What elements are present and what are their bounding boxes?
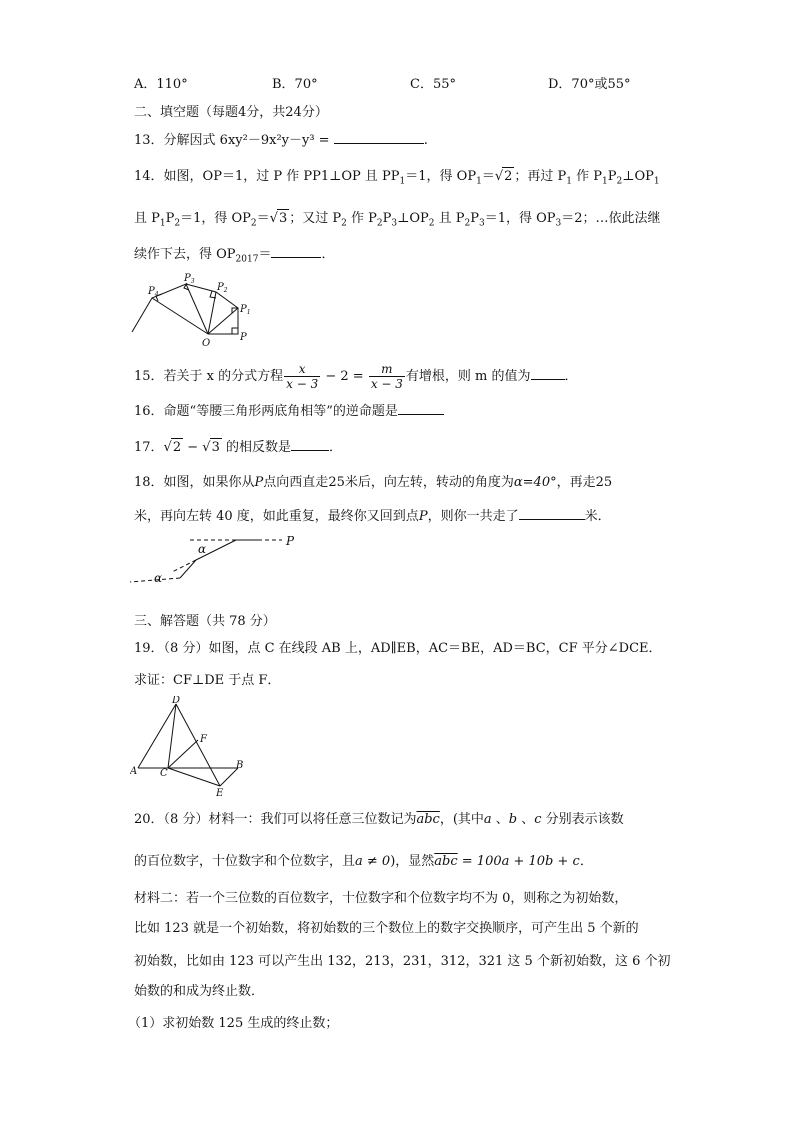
q14-sub: 1	[399, 176, 406, 187]
q20-var-a: a	[483, 812, 492, 827]
q14-text: P	[470, 211, 479, 226]
q14-sub: 2017	[235, 254, 259, 265]
question-20-line3: 材料二：若一个三位数的百位数字，十位数字和个位数字均不为 0，则称之为初始数，	[134, 891, 628, 906]
q20-var-c: c	[534, 812, 542, 827]
question-16	[134, 402, 444, 421]
q17-text: 的相反数是	[221, 440, 292, 455]
q14-text: P	[607, 169, 617, 184]
q20-text: 20．（8 分）材料一：我们可以将任意三位数记为	[134, 812, 417, 827]
q17-answer-blank	[291, 438, 329, 451]
q20-text: 、	[517, 812, 535, 827]
q14-label-o: O	[202, 338, 211, 349]
q20-equation: = 100a + 10b + c	[457, 854, 580, 869]
q14-sub: 2	[174, 218, 181, 229]
q17-text: −	[183, 440, 203, 455]
q17-text: 17．	[134, 440, 164, 455]
question-18-line1	[134, 474, 612, 492]
q19-label-d: D	[172, 696, 181, 706]
q18-text: ，再走	[556, 475, 596, 490]
question-18-line2	[134, 507, 611, 526]
q14-label-p3: $P_3$	[184, 273, 195, 285]
q18-text: 18．如图，如果你从	[134, 475, 255, 490]
q18-segment-3	[180, 560, 196, 578]
q14-label-p4: $P_4$	[148, 286, 159, 298]
q14-sub: 1	[159, 218, 166, 229]
q19-segment-cf	[168, 740, 198, 768]
q14-sub: 2	[250, 218, 257, 229]
section-heading-fill-blank: 二、填空题（每题4分，共24分）	[134, 105, 328, 120]
q15-fraction-1-denominator: x − 3	[286, 377, 319, 391]
q14-sub: 2	[616, 176, 623, 187]
q14-label-p: P	[240, 332, 247, 343]
section-heading-solutions: 三、解答题（共 78 分）	[134, 614, 276, 629]
q17-sqrt-1: 2	[172, 440, 182, 455]
question-20-line6: 始数的和成为终止数．	[134, 984, 265, 999]
q14-text: 且 P	[434, 211, 465, 226]
q17-sqrt-2: 3	[211, 440, 220, 455]
q20-condition: a ≠ 0	[355, 854, 391, 869]
q18-label-p: P	[286, 534, 295, 548]
q20-text: 、	[491, 812, 509, 827]
q15-fraction-2-numerator: m	[369, 362, 405, 377]
q14-sub: 3	[391, 218, 398, 229]
q18-label-alpha: α	[154, 571, 163, 585]
q18-text: 点向西直走	[263, 475, 329, 490]
q14-text: ＝	[258, 247, 272, 262]
q14-text: 作 P	[572, 169, 603, 184]
q14-sub: 2	[376, 218, 383, 229]
q14-text: ⊥OP	[397, 211, 429, 226]
q18-distance: 25	[328, 475, 345, 490]
q14-text: ＝1，得 OP	[484, 211, 556, 226]
q14-text: ⊥OP	[622, 169, 654, 184]
q14-text: 且 P	[134, 211, 160, 226]
q14-sub: 2	[341, 218, 347, 229]
q13-number: 13．	[134, 133, 164, 148]
q20-text: ，(其中	[439, 812, 484, 827]
option-d: D．70°或55°	[548, 77, 631, 92]
question-15	[134, 362, 578, 391]
q14-text: ＝	[256, 211, 270, 226]
q14-right-angle-mark	[232, 328, 238, 334]
q19-label-b: B	[236, 760, 244, 771]
q19-label-e: E	[216, 788, 224, 798]
q15-fraction-2-denominator: x − 3	[370, 377, 403, 391]
q15-fraction-1	[284, 362, 320, 391]
option-a: A．110°	[134, 77, 188, 92]
q15-text: 15．若关于 x 的分式方程	[134, 369, 284, 384]
q14-sub: 3	[478, 218, 485, 229]
question-20-line5: 初始数，比如由 123 可以产生出 132，213，231，312，321 这 5 个新初始数，这 6 个初	[134, 954, 671, 969]
q14-text: 续作下去，得 OP	[134, 247, 236, 262]
q19-segment-dc	[168, 704, 176, 768]
q18-text: 米，再向左转 40 度，如此重复，最终你又回到点	[134, 509, 419, 524]
q16-answer-blank	[398, 402, 444, 415]
q18-label-alpha: α	[198, 542, 207, 556]
question-14-line1: 14．如图，OP＝1，过 P 作 PP1⊥OP 且 $PP_1=1$，得 $OP_1=√2$ ；再过 $P_1$ 作 $P_1P_2\perp OP_1$	[134, 169, 660, 187]
question-20-part-1: （1）求初始数 125 生成的终止数；	[128, 1016, 339, 1031]
q19-label-f: F	[200, 734, 207, 745]
q18-answer-blank	[519, 507, 585, 520]
q14-sqrt: 2	[504, 169, 513, 184]
q14-answer-blank	[271, 245, 321, 258]
q16-text: 16．命题“等腰三角形两底角相等”的逆命题是	[134, 404, 398, 419]
q14-text: P	[382, 211, 392, 226]
q18-text: 米后，向左转，转动的角度为	[344, 475, 514, 490]
question-17: 17．√2 − √3 的相反数是 ．	[134, 440, 343, 455]
q13-answer-blank	[334, 131, 424, 144]
question-14-line3	[134, 245, 334, 269]
q20-text: 分别表示该数	[541, 812, 624, 827]
q13-end: .	[423, 133, 428, 148]
q14-text: ＝1，得 OP	[180, 211, 251, 226]
q14-text: P	[165, 211, 175, 226]
q18-dashed-extension	[172, 560, 196, 572]
question-19-line1: 19．（8 分）如图，点 C 在线段 AB 上，AD∥EB，AC＝BE，AD＝BC，CF 平分∠DCE．	[134, 641, 662, 656]
q18-point-p: P	[254, 475, 264, 490]
question-19-line2: 求证：CF⊥DE 于点 F．	[134, 673, 281, 688]
q18-angle: α=40°	[513, 475, 557, 490]
q19-label-c: C	[160, 768, 168, 779]
q14-label-p1: $P_1$	[240, 304, 251, 316]
q19-label-a: A	[130, 766, 138, 777]
q14-text: 作 P	[346, 211, 377, 226]
q14-text: ；再过 P	[514, 169, 567, 184]
q14-sub: 1	[653, 176, 660, 187]
q14-text: ＝1，得 OP	[405, 169, 477, 184]
option-c: C．55°	[410, 77, 456, 92]
q20-text: )，显然	[390, 854, 435, 869]
question-14-line2: 且 $P_1P_2=1$，得 $OP_2=√3$ ；又过 $P_2$ 作 $P_2P_3\perp OP_2$ 且 $P_2P_3=1$，得 $OP_3=2$；…依此法继	[134, 211, 661, 229]
q15-text: − 2 =	[321, 369, 368, 384]
q18-text: ，则你一共走了	[427, 509, 519, 524]
q18-point-p: P	[418, 509, 428, 524]
q14-sub: 2	[464, 218, 471, 229]
q19-figure	[130, 696, 245, 798]
question-20-line1	[134, 811, 624, 829]
q20-abc: $\overline{abc}$	[416, 812, 440, 827]
q14-sub: 1	[476, 176, 482, 187]
q18-distance: 25	[595, 475, 613, 490]
question-20-line4: 比如 123 就是一个初始数，将初始数的三个数位上的数字交换顺序，可产生出 5 个新的	[134, 921, 639, 936]
q13-text: 分解因式 6xy²－9x²y－y³ =	[163, 133, 334, 148]
q14-sqrt: 3	[278, 211, 288, 226]
q15-fraction-1-numerator: x	[284, 362, 320, 377]
q14-sub: 3	[555, 218, 562, 229]
q14-text: 14．如图，OP＝1，过 P 作 PP1⊥OP 且 PP	[134, 169, 400, 184]
q19-segment-ad	[138, 704, 176, 768]
q19-segment-de	[176, 704, 220, 786]
q14-sub: 1	[566, 176, 573, 187]
q14-sub: 2	[428, 218, 435, 229]
q20-end: ．	[579, 854, 593, 869]
question-20-line2	[134, 853, 593, 871]
q14-text: ＝	[481, 169, 495, 184]
q14-label-p2: $P_2$	[217, 282, 228, 294]
q15-answer-blank	[531, 367, 565, 380]
q18-end: 米．	[584, 509, 611, 524]
question-13	[134, 131, 428, 150]
q14-text: ＝2；…依此法继	[561, 211, 661, 226]
q20-var-b: b	[508, 812, 518, 827]
q18-figure	[128, 532, 308, 592]
q20-text: 的百位数字，十位数字和个位数字，且	[134, 854, 356, 869]
q15-fraction-2	[369, 362, 405, 391]
q14-figure	[128, 272, 258, 350]
q15-text: 有增根，则 m 的值为	[405, 369, 531, 384]
option-b: B．70°	[272, 77, 318, 92]
q20-abc: $\overline{abc}$	[434, 854, 458, 869]
q15-end: ．	[564, 369, 578, 384]
q14-text: ；又过 P	[289, 211, 342, 226]
q17-end: ．	[329, 440, 343, 455]
q14-end: ．	[321, 247, 335, 262]
q14-sub: 1	[602, 176, 608, 187]
